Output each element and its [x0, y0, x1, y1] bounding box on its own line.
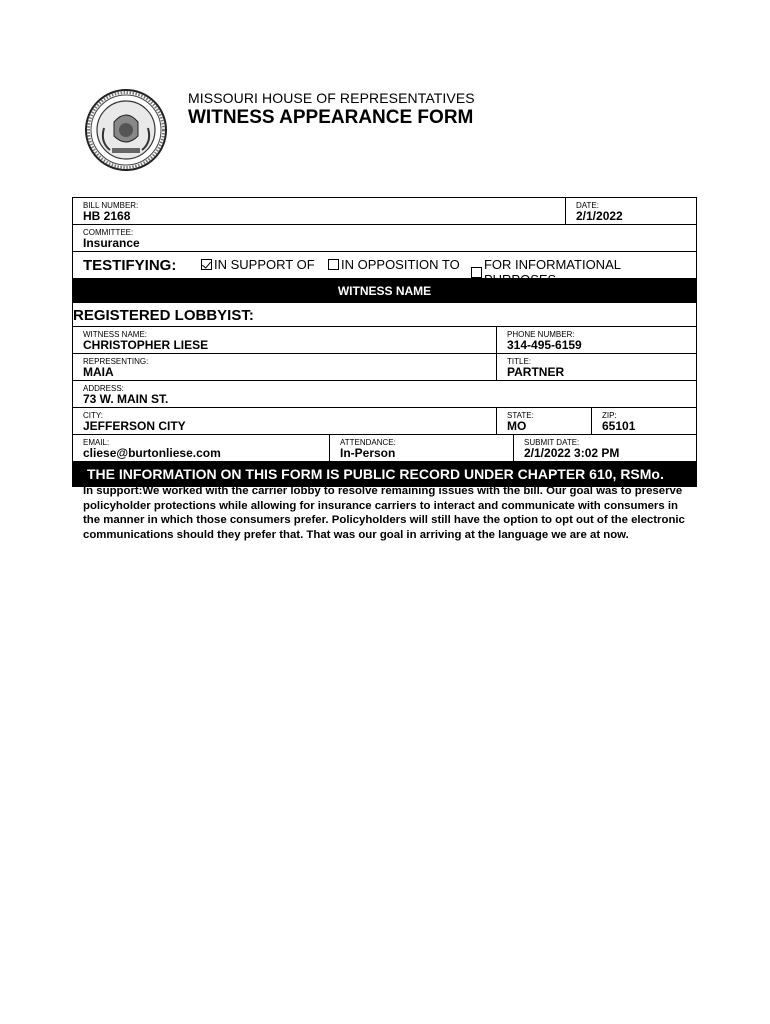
witness-form	[72, 197, 697, 487]
representing-field	[73, 354, 496, 380]
email-field	[73, 435, 329, 461]
testimony-comment: In support:We worked with the carrier lobby to resolve remaining issues with the bill. Our goal was to preserve policyholder protections while allowing for insurance carriers to interact and communicate with consumers in the manner in which those consumers prefer. Policyholders will still have the option to opt out of the electronic communications should they prefer that. That was our goal in arriving at the language we are at now.	[83, 485, 685, 541]
phone-value: 314-495-6159	[507, 338, 582, 352]
zip-value: 65101	[602, 419, 636, 433]
email-label: EMAIL:	[83, 438, 110, 447]
support-label: IN SUPPORT OF	[214, 257, 315, 272]
witness-name-value: CHRISTOPHER LIESE	[83, 338, 209, 352]
witness-name-header: WITNESS NAME	[73, 279, 696, 303]
state-label: STATE:	[507, 411, 534, 420]
bill-number-field	[73, 198, 565, 224]
state-field	[496, 408, 591, 434]
support-checkbox[interactable]	[201, 259, 212, 270]
title-label: TITLE:	[507, 357, 532, 366]
representing-value: MAIA	[83, 365, 114, 379]
registered-lobbyist-label: REGISTERED LOBBYIST:	[73, 307, 254, 324]
title-field	[496, 354, 696, 380]
informational-checkbox[interactable]	[471, 267, 482, 278]
form-title: WITNESS APPEARANCE FORM	[188, 107, 474, 128]
representing-label: REPRESENTING:	[83, 357, 149, 366]
option-in-opposition[interactable]	[328, 257, 460, 272]
attendance-value: In-Person	[340, 446, 396, 460]
committee-row	[73, 225, 696, 252]
opposition-label: IN OPPOSITION TO	[341, 257, 460, 272]
testifying-label: TESTIFYING:	[83, 257, 177, 274]
witness-name-label: WITNESS NAME:	[83, 330, 148, 339]
opposition-checkbox[interactable]	[328, 259, 339, 270]
phone-label: PHONE NUMBER:	[507, 330, 575, 339]
submit-date-field	[513, 435, 696, 461]
city-row	[73, 408, 696, 435]
bill-number-value: HB 2168	[83, 209, 131, 223]
city-value: JEFFERSON CITY	[83, 419, 186, 433]
organization-name: MISSOURI HOUSE OF REPRESENTATIVES	[188, 90, 475, 106]
zip-label: ZIP:	[602, 411, 617, 420]
submit-date-label: SUBMIT DATE:	[524, 438, 580, 447]
testifying-row	[73, 252, 696, 279]
submit-date-value: 2/1/2022 3:02 PM	[524, 446, 620, 460]
address-row	[73, 381, 696, 408]
city-label: CITY:	[83, 411, 104, 420]
attendance-label: ATTENDANCE:	[340, 438, 396, 447]
option-in-support[interactable]	[201, 257, 315, 272]
email-row	[73, 435, 696, 462]
address-label: ADDRESS:	[83, 384, 124, 393]
email-value: cliese@burtonliese.com	[83, 446, 221, 460]
attendance-field	[329, 435, 513, 461]
witness-name-field	[73, 327, 496, 353]
bill-row	[73, 198, 696, 225]
state-seal-icon	[84, 88, 168, 172]
date-field	[565, 198, 696, 224]
address-value: 73 W. MAIN ST.	[83, 392, 169, 406]
informational-label: FOR INFORMATIONAL	[483, 257, 621, 272]
zip-field	[591, 408, 696, 434]
date-value: 2/1/2022	[576, 209, 623, 223]
title-value: PARTNER	[507, 365, 565, 379]
committee-field	[73, 225, 696, 251]
city-field	[73, 408, 496, 434]
committee-label: COMMITTEE:	[83, 228, 134, 237]
witness-row	[73, 327, 696, 354]
representing-row	[73, 354, 696, 381]
bill-number-label: BILL NUMBER:	[83, 201, 139, 210]
phone-field	[496, 327, 696, 353]
registered-lobbyist-row	[73, 303, 696, 327]
state-value: MO	[507, 419, 527, 433]
date-label: DATE:	[576, 201, 599, 210]
address-field	[73, 381, 696, 407]
committee-value: Insurance	[83, 236, 140, 250]
public-record-notice: THE INFORMATION ON THIS FORM IS PUBLIC RECORD UNDER CHAPTER 610, RSMo.	[73, 462, 696, 486]
